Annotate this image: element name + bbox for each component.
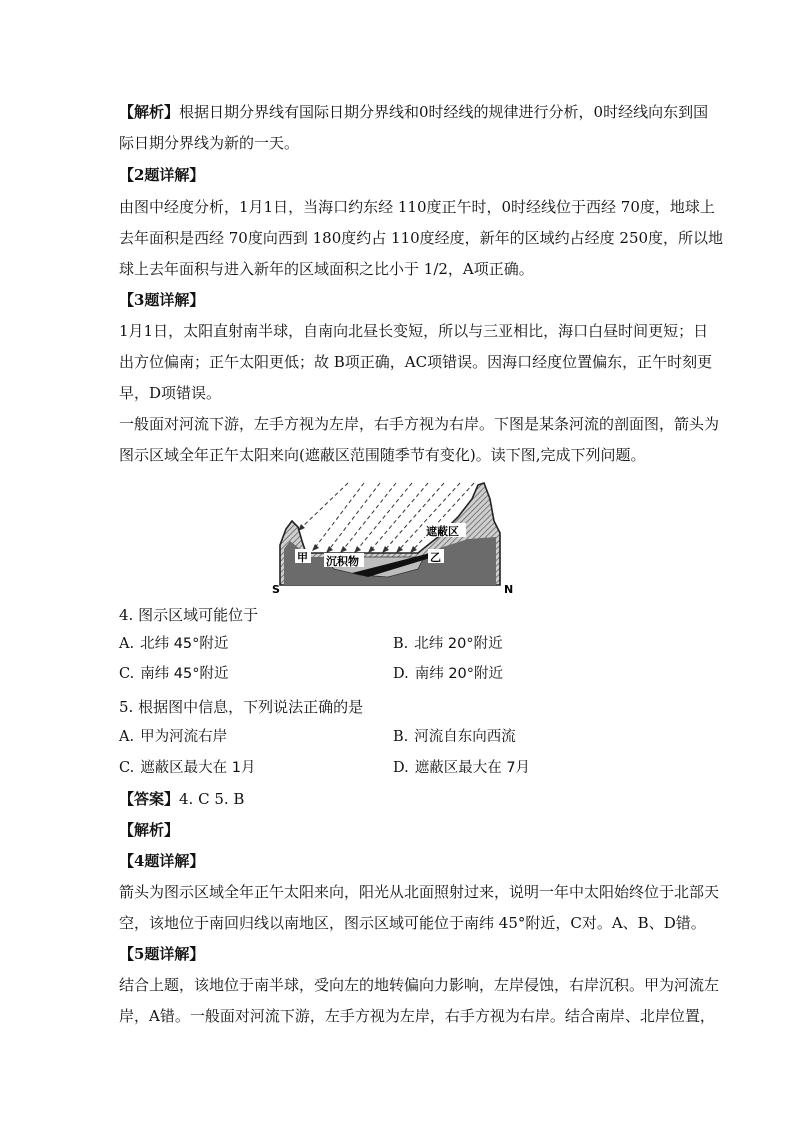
q5-option-c: C. 遮蔽区最大在 1月 bbox=[119, 760, 256, 776]
q3-line-2: 出方位偏南；正午太阳更低；故 B项正确，AC项错误。因海口经度位置偏东，正午时刻更 bbox=[119, 353, 713, 371]
analysis-paragraph-line-1: 【解析】根据日期分界线有国际日期分界线和0时经线的规律进行分析，0时经线向东到国 bbox=[119, 103, 709, 121]
q4-detail-line-1: 箭头为图示区域全年正午太阳来向，阳光从北面照射过来，说明一年中太阳始终位于北部天 bbox=[119, 883, 720, 901]
analysis-label: 【解析】 bbox=[119, 103, 180, 121]
intro-line-1: 一般面对河流下游，左手方视为左岸，右手方视为右岸。下图是某条河流的剖面图，箭头为 bbox=[119, 415, 720, 433]
answer-label: 【答案】 bbox=[119, 790, 180, 808]
q4-option-d: D. 南纬 20°附近 bbox=[393, 666, 504, 682]
north-label: N bbox=[504, 583, 514, 595]
q2-line-1: 由图中经度分析，1月1日，当海口约东经 110度正午时，0时经线位于西经 70度，地球上 bbox=[119, 198, 715, 216]
q3-heading: 【3题详解】 bbox=[119, 291, 205, 309]
sediment-label: 沉积物 bbox=[326, 555, 359, 568]
q4-detail-heading: 【4题详解】 bbox=[119, 852, 205, 870]
q4-option-a: A. 北纬 45°附近 bbox=[119, 636, 229, 652]
intro-line-2: 图示区域全年正午太阳来向(遮蔽区范围随季节有变化)。读下图,完成下列问题。 bbox=[119, 446, 646, 464]
south-label: S bbox=[272, 583, 280, 595]
answer-text: 4. C 5. B bbox=[179, 790, 245, 808]
q5-detail-heading: 【5题详解】 bbox=[119, 945, 205, 963]
q2-heading: 【2题详解】 bbox=[119, 166, 205, 184]
answer-line bbox=[119, 784, 679, 815]
q3-line-3: 早，D项错误。 bbox=[119, 384, 222, 402]
q5-stem: 5. 根据图中信息，下列说法正确的是 bbox=[119, 698, 364, 716]
q4-option-c: C. 南纬 45°附近 bbox=[119, 666, 229, 682]
q4-option-b: B. 北纬 20°附近 bbox=[393, 636, 503, 652]
shade-zone-label: 遮蔽区 bbox=[426, 525, 459, 538]
q5-option-d: D. 遮蔽区最大在 7月 bbox=[393, 760, 531, 776]
q5-detail-line-1: 结合上题，该地位于南半球，受向左的地转偏向力影响，左岸侵蚀，右岸沉积。甲为河流左 bbox=[119, 976, 720, 994]
q5-detail-line-2: 岸，A错。一般面对河流下游，左手方视为左岸，右手方视为右岸。结合南岸、北岸位置， bbox=[119, 1007, 715, 1025]
yi-label: 乙 bbox=[430, 551, 441, 564]
q4-detail-line-2: 空，该地位于南回归线以南地区，图示区域可能位于南纬 45°附近，C对。A、B、D错。 bbox=[119, 914, 706, 932]
river-profile-figure bbox=[268, 477, 524, 595]
jia-label: 甲 bbox=[297, 551, 308, 564]
q4-stem: 4. 图示区域可能位于 bbox=[119, 606, 259, 624]
q2-line-2: 去年面积是西经 70度向西到 180度约占 110度经度，新年的区域约占经度 250度，所以地 bbox=[119, 229, 724, 247]
analysis-label-2: 【解析】 bbox=[119, 821, 180, 839]
analysis-paragraph-line-2: 际日期分界线为新的一天。 bbox=[119, 134, 300, 152]
q2-line-3: 球上去年面积与进入新年的区域面积之比小于 1/2，A项正确。 bbox=[119, 260, 534, 278]
q5-option-a: A. 甲为河流右岸 bbox=[119, 729, 228, 745]
q5-option-b: B. 河流自东向西流 bbox=[393, 729, 516, 745]
q3-line-1: 1月1日，太阳直射南半球，自南向北昼长变短，所以与三亚相比，海口白昼时间更短；日 bbox=[119, 322, 709, 340]
